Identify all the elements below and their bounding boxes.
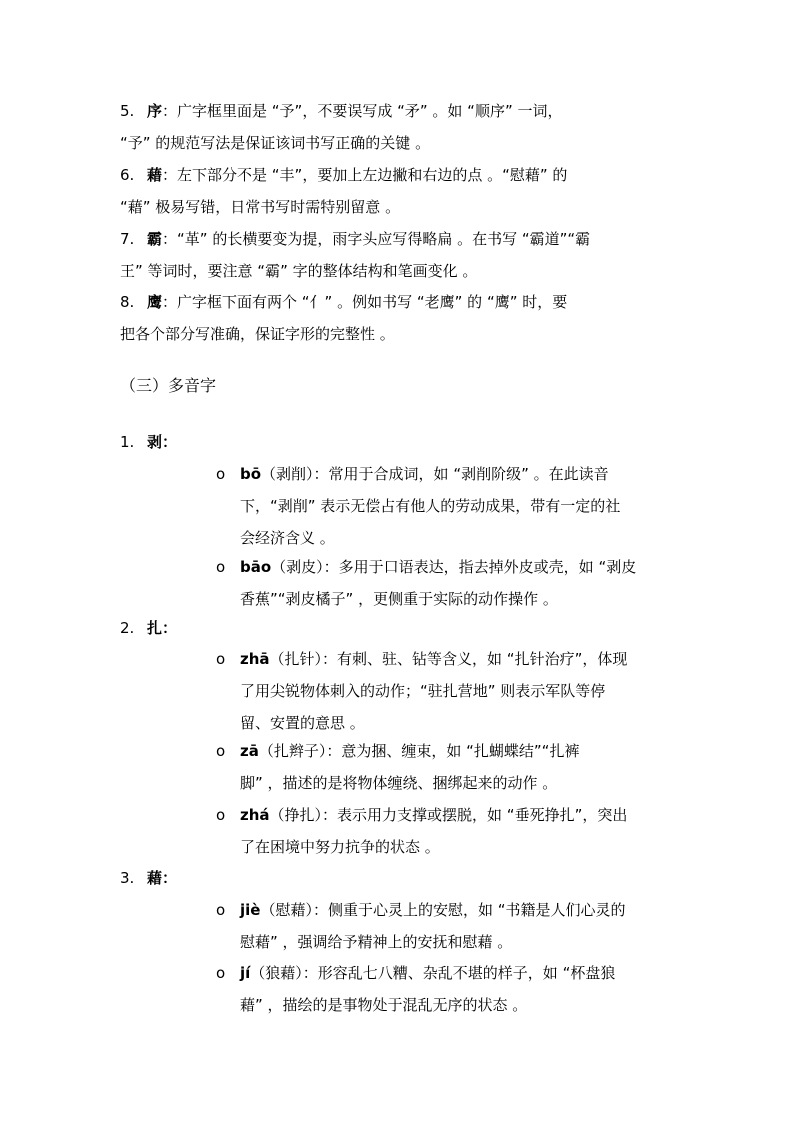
reading-line: [240, 957, 680, 989]
polyphone-number: 3.: [120, 869, 135, 887]
polyphone-colon: ：: [162, 433, 178, 451]
reading-item: [240, 458, 680, 554]
char-note-7: [120, 223, 680, 287]
section-heading: （三）多音字: [120, 376, 217, 395]
reading-item: [240, 894, 680, 958]
note-number: 8.: [120, 293, 135, 311]
reading-line: [240, 799, 680, 831]
note-char: 鹰: [147, 293, 163, 311]
bullet-icon: o: [216, 650, 226, 668]
note-text: 把各个部分写准确，保证字形的完整性 。: [120, 325, 395, 343]
polyphone-header-1: [120, 426, 177, 458]
reading-text: （扎针）：有刺、驻、钻等含义，如 “扎针治疗”，体现: [269, 650, 628, 668]
char-note-6: [120, 159, 680, 223]
note-line: [120, 159, 680, 191]
reading-text: 会经济含义 。: [240, 529, 335, 547]
reading-text: （剥削）：常用于合成词，如 “剥削阶级” 。在此读音: [261, 465, 609, 483]
reading-text: （慰藉）：侧重于心灵上的安慰，如 “书籍是人们心灵的: [260, 901, 626, 919]
reading-item: [240, 643, 680, 739]
reading-pinyin: jiè: [240, 901, 261, 919]
reading-text: （狼藉）：形容乱七八糟、杂乱不堪的样子，如 “杯盘狼: [250, 964, 616, 982]
reading-pinyin: jí: [240, 964, 251, 982]
reading-line: [240, 894, 680, 926]
reading-text: 了在困境中努力抗争的状态 。: [240, 838, 440, 856]
note-text: ：左下部分不是 “丰”，要加上左边撇和右边的点 。“慰藉” 的: [162, 166, 568, 184]
note-text: 王” 等词时，要注意 “霸” 字的整体结构和笔画变化 。: [120, 262, 478, 280]
bullet-icon: o: [216, 558, 226, 576]
polyphone-number: 1.: [120, 433, 135, 451]
bullet-icon: o: [216, 901, 226, 919]
note-char: 序: [147, 102, 163, 120]
polyphone-char: 扎: [147, 619, 163, 637]
note-char: 霸: [147, 230, 163, 248]
note-char: 藉: [147, 166, 163, 184]
reading-line: [240, 551, 680, 583]
reading-item: [240, 957, 680, 1021]
reading-text: 下，“剥削” 表示无偿占有他人的劳动成果，带有一定的社: [240, 497, 621, 515]
reading-item: [240, 799, 680, 863]
note-number: 6.: [120, 166, 135, 184]
note-text: “予” 的规范写法是保证该词书写正确的关键 。: [120, 134, 431, 152]
reading-line: [240, 643, 680, 675]
reading-text: （挣扎）：表示用力支撑或摆脱，如 “垂死挣扎”，突出: [269, 806, 628, 824]
reading-pinyin: zā: [240, 742, 259, 760]
polyphone-number: 2.: [120, 619, 135, 637]
bullet-icon: o: [216, 806, 226, 824]
polyphone-header-2: [120, 612, 177, 644]
reading-item: [240, 551, 680, 615]
note-line: [120, 223, 680, 255]
reading-pinyin: zhá: [240, 806, 270, 824]
reading-line: [240, 735, 680, 767]
reading-text: 慰藉” ，强调给予精神上的安抚和慰藉 。: [240, 933, 513, 951]
bullet-icon: o: [216, 964, 226, 982]
note-text: ：广字框里面是 “予”，不要误写成 “矛” 。如 “顺序” 一词，: [162, 102, 563, 120]
reading-text: 脚” ，描述的是将物体缠绕、捆绑起来的动作 。: [240, 774, 558, 792]
char-note-8: [120, 286, 680, 350]
char-note-5: [120, 95, 680, 159]
note-number: 7.: [120, 230, 135, 248]
reading-pinyin: zhā: [240, 650, 270, 668]
note-line: [120, 286, 680, 318]
polyphone-colon: ：: [162, 869, 178, 887]
reading-text: 藉” ，描绘的是事物处于混乱无序的状态 。: [240, 996, 528, 1014]
reading-text: 了用尖锐物体刺入的动作；“驻扎营地” 则表示军队等停: [240, 682, 606, 700]
reading-item: [240, 735, 680, 799]
bullet-icon: o: [216, 742, 226, 760]
note-number: 5.: [120, 102, 135, 120]
polyphone-colon: ：: [162, 619, 178, 637]
reading-text: （扎辫子）：意为捆、缠束，如 “扎蝴蝶结”“扎裤: [258, 742, 580, 760]
reading-text: 留、安置的意思 。: [240, 714, 365, 732]
reading-text: 香蕉”“剥皮橘子” ，更侧重于实际的动作操作 。: [240, 590, 558, 608]
note-text: “藉” 极易写错，日常书写时需特别留意 。: [120, 198, 401, 216]
note-text: ：“革” 的长横要变为提，雨字头应写得略扁 。在书写 “霸道”“霸: [162, 230, 591, 248]
polyphone-header-3: [120, 862, 177, 894]
polyphone-char: 剥: [147, 433, 163, 451]
bullet-icon: o: [216, 465, 226, 483]
reading-text: （剥皮）：多用于口语表达，指去掉外皮或壳，如 “剥皮: [271, 558, 637, 576]
reading-pinyin: bō: [240, 465, 262, 483]
polyphone-char: 藉: [147, 869, 163, 887]
reading-pinyin: bāo: [240, 558, 272, 576]
reading-line: [240, 458, 680, 490]
note-line: [120, 95, 680, 127]
note-text: ：广字框下面有两个 “亻” 。例如书写 “老鹰” 的 “鹰” 时，要: [162, 293, 568, 311]
